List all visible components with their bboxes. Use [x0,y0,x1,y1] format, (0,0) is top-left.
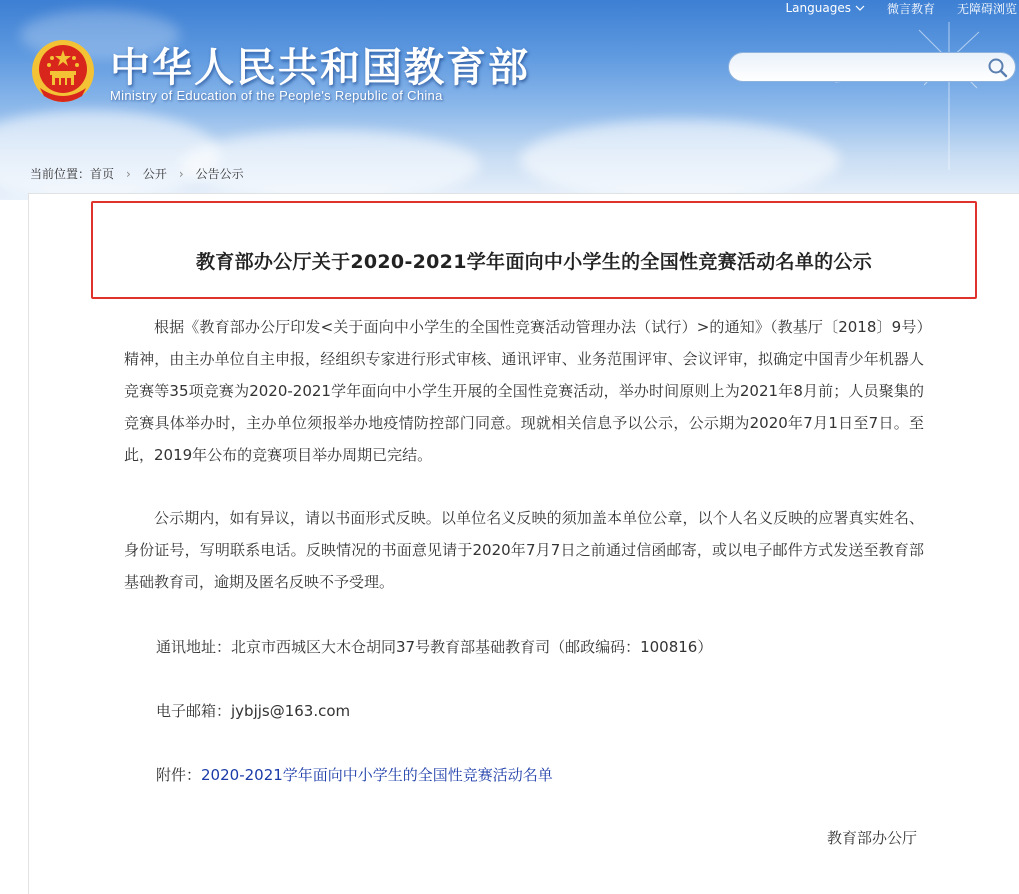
top-links [785,0,1019,16]
site-subtitle: Ministry of Education of the People's Republic of China [110,88,443,103]
search-icon[interactable] [987,57,1009,79]
dandelion-decoration [799,20,999,170]
breadcrumb-prefix: 当前位置： [30,167,91,181]
weibo-link[interactable]: 微言教育 [886,2,935,16]
breadcrumb [30,165,244,182]
accessibility-link[interactable]: 无障碍浏览 [956,2,1017,16]
attachment-line [156,764,553,785]
contact-address: 通讯地址：北京市西城区大木仓胡同37号教育部基础教育司（邮政编码：100816） [156,638,713,656]
contact-email: 电子邮箱：jybjjs@163.com [156,702,351,720]
article-signature: 教育部办公厅 [827,829,918,847]
article-paragraph-1: 根据《教育部办公厅印发<关于面向中小学生的全国性竞赛活动管理办法（试行）>的通知》（教基厅〔2018〕9号）精神，由主办单位自主申报，经组织专家进行形式审核、通讯评审、业务范围评审、会议评审，拟确定中国青少年机器人竞赛等35项竞赛为2020-2021学年面向中小学生开展的全国性竞赛活动，举办时间原则上为2021年8月前；人员聚集的竞赛具体举办时，主办单位须报举办地疫情防控部门同意。现就相关信息予以公示，公示期为2020年7月1日至7日。至此，2019年公布的竞赛项目举办周期已完结。 [124,318,924,464]
attachment-label: 附件： [156,766,202,784]
search-box[interactable] [728,52,1016,82]
chevron-down-icon [855,4,865,12]
national-emblem-icon [30,38,96,104]
article-paragraph-2: 公示期内，如有异议，请以书面形式反映。以单位名义反映的须加盖本单位公章，以个人名义反映的应署真实姓名、身份证号，写明联系电话。反映情况的书面意见请于2020年7月7日之前通过信函邮寄，或以电子邮件方式发送至教育部基础教育司，逾期及匿名反映不予受理。 [124,509,924,591]
attachment-link[interactable]: 2020-2021学年面向中小学生的全国性竞赛活动名单 [201,766,553,784]
site-title[interactable]: 中华人民共和国教育部 [110,45,530,91]
breadcrumb-announcements[interactable]: 公告公示 [195,167,244,181]
article-title-box [91,201,977,299]
site-header [0,0,1019,200]
breadcrumb-separator-icon: › [178,166,184,181]
breadcrumb-public[interactable]: 公开 [142,167,167,181]
breadcrumb-separator-icon: › [126,166,131,181]
languages-menu[interactable] [785,0,864,16]
breadcrumb-home[interactable]: 首页 [90,167,115,181]
languages-label: Languages [785,1,851,15]
article-title: 教育部办公厅关于2020-2021学年面向中小学生的全国性竞赛活动名单的公示 [195,250,873,273]
